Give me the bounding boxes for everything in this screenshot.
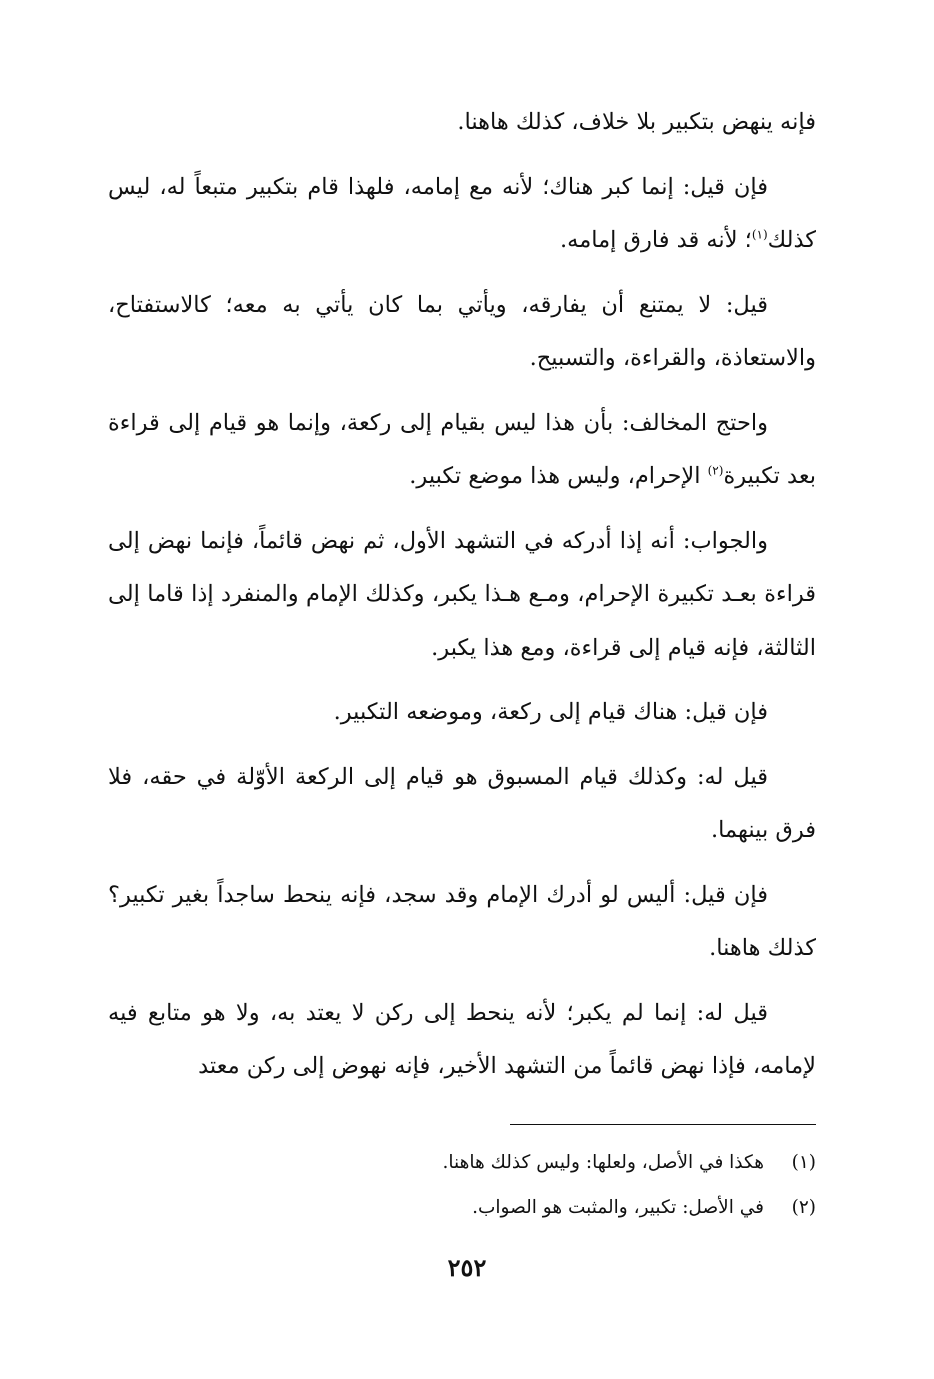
paragraph-3 (108, 279, 816, 386)
paragraph-1 (108, 96, 816, 150)
footnote-1 (108, 1140, 816, 1185)
page-number: ٢٥٢ (447, 1253, 487, 1282)
paragraph-5 (108, 515, 816, 676)
paragraph-7 (108, 751, 816, 858)
paragraph-text: فإن قيل: أليس لو أدرك الإمام وقد سجد، فإنه ينحط ساجداً بغير تكبير؟ كذلك هاهنا. (108, 881, 816, 961)
footnote-text: في الأصل: تكبير، والمثبت هو الصواب. (472, 1197, 764, 1218)
paragraph-4 (108, 397, 816, 504)
footnote-number: (٢) (791, 1197, 816, 1218)
paragraph-text-continued: الإحرام، وليس هذا موضع تكبير. (409, 463, 708, 489)
paragraph-8 (108, 869, 816, 976)
paragraph-6 (108, 686, 816, 740)
footnote-2 (108, 1185, 816, 1230)
paragraph-text: والجواب: أنه إذا أدركه في التشهد الأول، ثم نهض قائماً، فإنما نهض إلى قراءة بعـد تكبيرة الإحرام، ومـع هـذا يكبر، وكذلك الإمام والمنفرد إذا قاما إلى الثالثة، فإنه قيام إلى قراءة، ومع هذا يكبر. (108, 527, 816, 661)
paragraph-2 (108, 161, 816, 268)
paragraph-text: فإن قيل: هناك قيام إلى ركعة، وموضعه التكبير. (333, 699, 768, 725)
paragraph-9 (108, 987, 816, 1094)
footnotes (108, 1140, 816, 1230)
paragraph-text: قيل له: إنما لم يكبر؛ لأنه ينحط إلى ركن لا يعتد به، ولا هو متابع فيه لإمامه، فإذا نهض قائماً من التشهد الأخير، فإنه نهوض إلى ركن معتد (108, 999, 816, 1079)
footnote-reference: (٢) (707, 463, 724, 478)
footnote-number: (١) (791, 1152, 816, 1173)
footnote-reference: (١) (751, 227, 768, 242)
paragraph-text: قيل له: وكذلك قيام المسبوق هو قيام إلى الركعة الأوّلة في حقه، فلا فرق بينهما. (108, 763, 816, 843)
paragraph-text: واحتج المخالف: بأن هذا ليس بقيام إلى ركعة، وإنما هو قيام إلى قراءة بعد تكبيرة (108, 409, 816, 489)
paragraph-text: قيل: لا يمتنع أن يفارقه، ويأتي بما كان يأتي به معه؛ كالاستفتاح، والاستعاذة، والقراءة، والتسبيح. (108, 291, 816, 371)
paragraph-text: فإنه ينهض بتكبير بلا خلاف، كذلك هاهنا. (457, 109, 816, 135)
paragraph-text-continued: ؛ لأنه قد فارق إمامه. (559, 227, 752, 253)
footnote-text: هكذا في الأصل، ولعلها: وليس كذلك هاهنا. (442, 1152, 764, 1173)
paragraph-text: فإن قيل: إنما كبر هناك؛ لأنه مع إمامه، فلهذا قام بتكبير متبعاً له، ليس كذلك (108, 173, 816, 253)
footnote-divider (510, 1124, 816, 1125)
main-text (108, 96, 816, 1094)
